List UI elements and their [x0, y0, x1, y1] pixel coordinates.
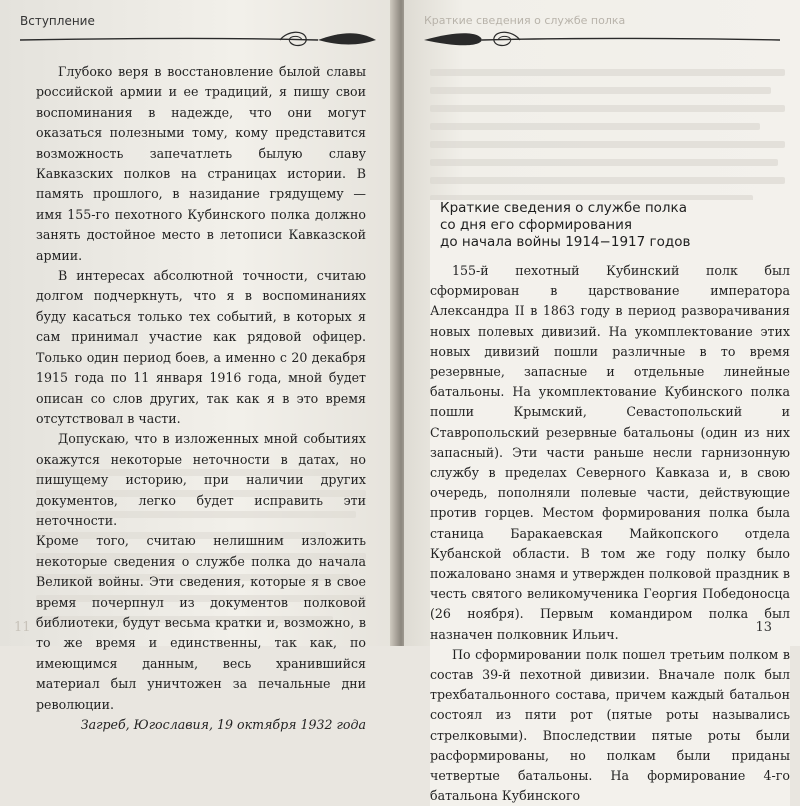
running-head-left: Вступление: [20, 14, 95, 28]
paragraph: Кроме того, считаю нелишним изложить некоторые сведения о службе полка до начала Великой войны. Эти сведения, которые я в свое время почерпнул из документов полковой библиотеки, будут весьма кратки и, возможно, в то же время и единственны, так как, по имеющимся данным, весь хранившийся материал был уничтожен за печальные дни революции.: [36, 533, 366, 712]
paragraph: Допускаю, что в изложенных мной событиях окажутся некоторые неточности в датах, но пишущему историю, при наличии других документов, легко будет исправить эти неточности.: [36, 431, 366, 528]
signature-line: Загреб, Югославия, 19 октября 1932 года: [80, 717, 366, 732]
running-head-right: Краткие сведения о службе полка: [424, 14, 626, 27]
right-body-text: [430, 261, 790, 806]
section-heading: [440, 200, 790, 251]
page-number-left: 11: [14, 620, 31, 635]
header-ornament-left: [18, 26, 380, 56]
paragraph: В интересах абсолютной точности, считаю долгом подчеркнуть, что я в воспоминаниях буду касаться только тех событий, в которых я сам принимал участие как рядовой офицер. Только один период боев, а именно с 20 декабря 1915 года по 11 января 1916 года, мной будет описан со слов других, так как я в это время отсутствовал в части.: [36, 268, 366, 426]
paragraph: По сформировании полк пошел третьим полком в состав 39-й пехотной дивизии. Вначале полк был трехбатальонного состава, причем каждый батальон состоял из пяти рот (пятые роты назывались стрелковыми). Впоследствии пятые роты были расформированы, но полкам были приданы четвертые батальоны. На формирование 4-го батальона Кубинского: [430, 646, 790, 804]
section-heading-line: со дня его сформирования: [440, 217, 633, 233]
section-heading-line: до начала войны 1914−1917 годов: [440, 234, 691, 250]
left-page: [0, 0, 396, 732]
section-block: [430, 200, 790, 806]
right-page: [404, 0, 800, 804]
page-number-right: 13: [755, 620, 772, 635]
paragraph: Глубоко веря в восстановление былой славы российской армии и ее традиций, я пишу свои воспоминания в надежде, что они могут оказаться полезными тому, кому представится возможность запечатлеть былую славу Кавказских полков на страницах истории. В память прошлого, в назидание грядущему — имя 155-го пехотного Кубинского полка должно занять достойное место в летописи Кавказской армии.: [36, 64, 366, 263]
paragraph: 155-й пехотный Кубинский полк был сформирован в царствование императора Александра II в 1863 году в период разворачивания новых полевых дивизий. На укомплектование этих новых дивизий пошли различные в то время резервные, запасные и отдельные линейные батальоны. На укомплектование Кубинского полка пошли Крымский, Севастопольский и Ставропольский резервные батальоны (один из них запасный). Эти части раньше несли гарнизонную службу в пределах Северного Кавказа и, в свою очередь, пополняли полевые части, действующие против горцев. Местом формирования полка была станица Баракаевская Майкопского отдела Кубанской области. В том же году полку было пожаловано знамя и утвержден полковой праздник в честь святого великомученика Георгия Победоносца (26 ноября). Первым командиром полка был назначен полковник Ильич.: [430, 263, 790, 642]
left-body-text: [36, 62, 366, 735]
section-heading-line: Краткие сведения о службе полка: [440, 200, 687, 216]
header-ornament-right: [420, 26, 782, 56]
